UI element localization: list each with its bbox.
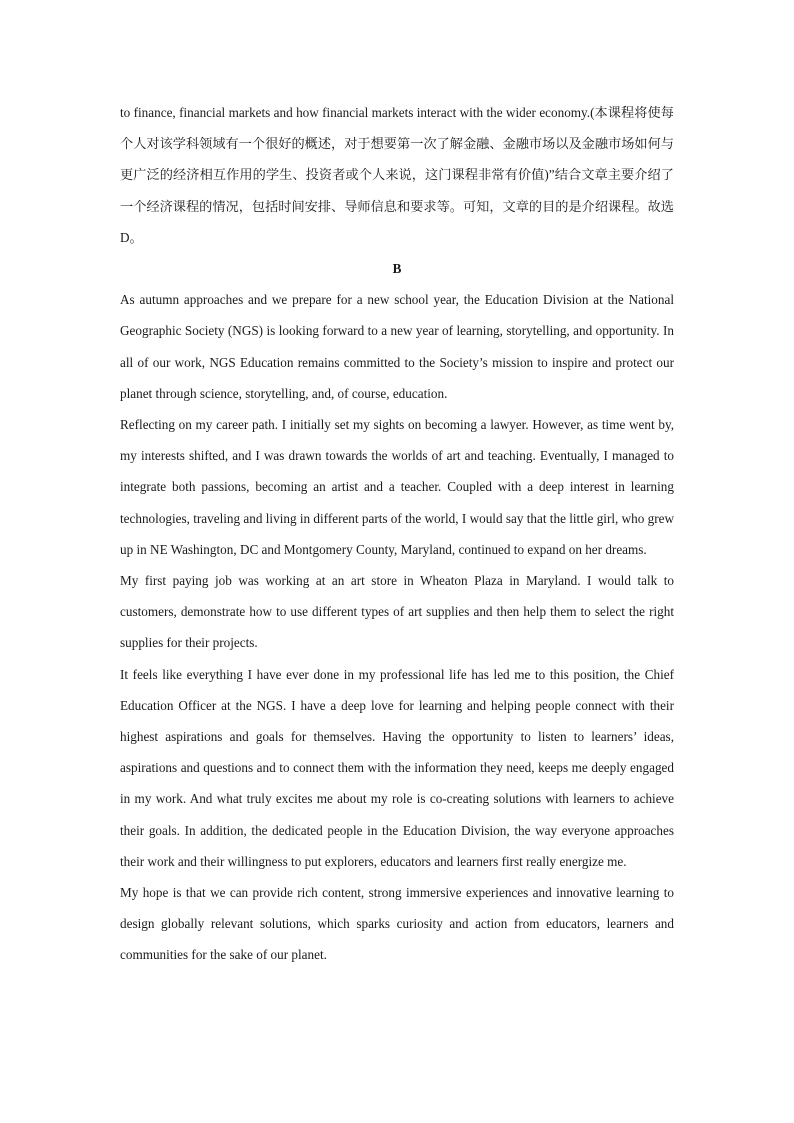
body-paragraph-2: Reflecting on my career path. I initially set my sights on becoming a lawyer. However, as time went by, my interests shifted, and I was drawn towards the worlds of art and teaching. Eventually, I managed to integrate both passions, becoming an artist and a teacher. Coupled with a deep interest in learning technologies, traveling and living in different parts of the world, I would say that the little girl, who grew up in NE Washington, DC and Montgomery County, Maryland, continued to expand on her dreams. [120,417,674,557]
body-paragraph-4: It feels like everything I have ever done in my professional life has led me to this position, the Chief Education Officer at the NGS. I have a deep love for learning and helping people connect with their highest aspirations and goals for themselves. Having the opportunity to listen to learners’ ideas, aspirations and questions and to connect them with the information they need, keeps me deeply engaged in my work. And what truly excites me about my role is co-creating solutions with learners to achieve their goals. In addition, the dedicated people in the Education Division, the way everyone approaches their work and their willingness to put explorers, educators and learners first really energize me. [120,666,674,869]
body-paragraph-3: My first paying job was working at an art store in Wheaton Plaza in Maryland. I would talk to customers, demonstrate how to use different types of art supplies and then help them to select the right supplies for their projects. [120,573,674,651]
intro-paragraph: to finance, financial markets and how financial markets interact with the wider economy.(本课程将使每个人对该学科领域有一个很好的概述，对于想要第一次了解金融、金融市场以及金融市场如何与更广泛的经济相互作用的学生、投资者或个人来说，这门课程非常有价值)”结合文章主要介绍了一个经济课程的情况，包括时间安排、导师信息和要求等。可知，文章的目的是介绍课程。故选D。 [120,105,674,245]
body-paragraph-5: My hope is that we can provide rich content, strong immersive experiences and innovative learning to design globally relevant solutions, which sparks curiosity and action from educators, learners and communities for the sake of our planet. [120,885,674,963]
body-paragraph-1: As autumn approaches and we prepare for a new school year, the Education Division at the National Geographic Society (NGS) is looking forward to a new year of learning, storytelling, and opportunity. In all of our work, NGS Education remains committed to the Society’s mission to inspire and protect our planet through science, storytelling, and, of course, education. [120,292,674,401]
section-heading: B [392,261,402,277]
document-page [120,97,674,971]
